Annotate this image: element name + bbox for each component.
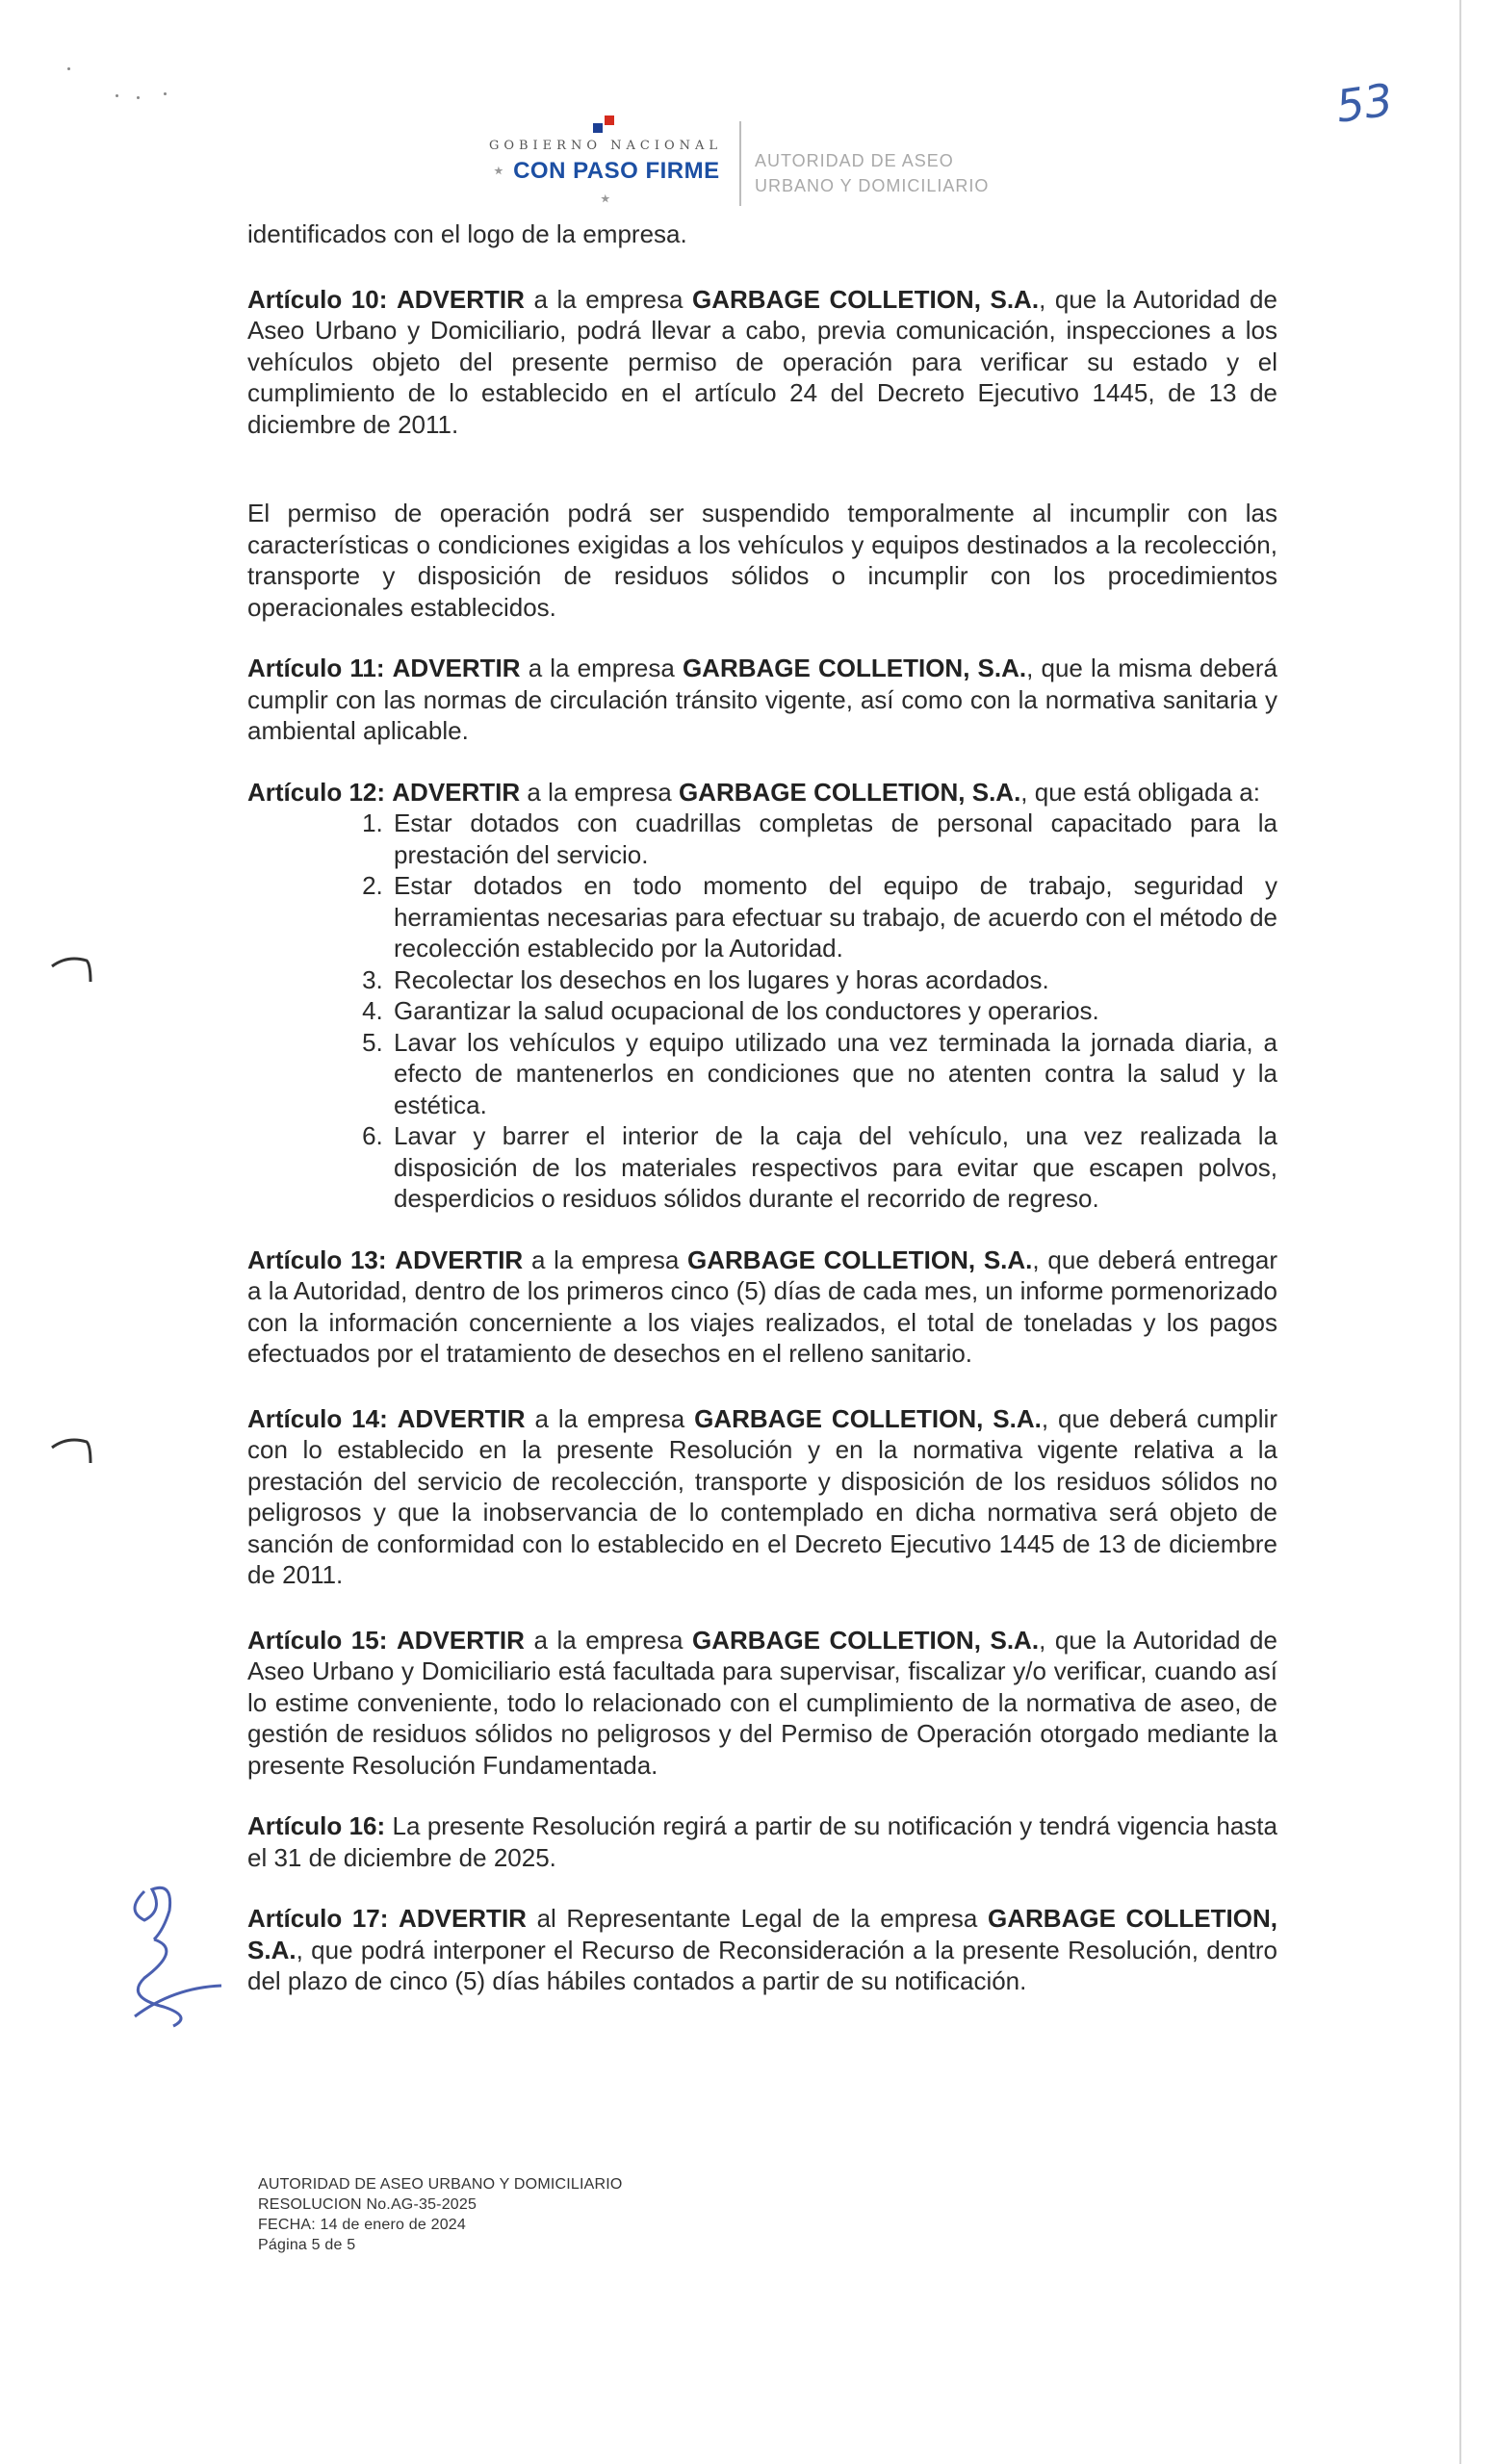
list-item: 2. Estar dotados en todo momento del equipo de trabajo, seguridad y herramientas necesarias para efectuar su trabajo, de acuerdo con el método de recolección establecido por la Autoridad. — [390, 870, 1277, 964]
list-item: 1. Estar dotados con cuadrillas completas de personal capacitado para la prestación del servicio. — [390, 808, 1277, 870]
article-10: Artículo 10: ADVERTIR a la empresa GARBAGE COLLETION, S.A., que la Autoridad de Aseo Urbano y Domiciliario, podrá llevar a cabo, previa comunicación, inspecciones a los vehículos objeto del presente permiso de operación para verificar su estado y el cumplimiento de lo establecido en el artículo 24 del Decreto Ejecutivo 1445, de 13 de diciembre de 2011. — [247, 284, 1277, 439]
government-logo — [481, 114, 730, 213]
footer-resolution: RESOLUCION No.AG-35-2025 — [258, 2196, 477, 2213]
list-item: 6. Lavar y barrer el interior de la caja del vehículo, una vez realizada la disposición de los materiales respectivos para evitar que escapen polvos, desperdicios o residuos sólidos durante el recorrido de regreso. — [390, 1120, 1277, 1215]
letterhead — [481, 114, 1020, 210]
article-12: Artículo 12: ADVERTIR a la empresa GARBAGE COLLETION, S.A., que está obligada a: — [247, 777, 1260, 807]
handwritten-page-number: 53 — [1332, 73, 1397, 133]
list-item: 5. Lavar los vehículos y equipo utilizado una vez terminada la jornada diaria, a efecto de mantenerlos en condiciones que no atenten contra la salud y la estética. — [390, 1027, 1277, 1121]
gov-line: GOBIERNO NACIONAL — [488, 139, 723, 153]
page-edge — [1459, 0, 1461, 2464]
document-body — [247, 218, 1277, 1997]
list-item: 4. Garantizar la salud ocupacional de los conductores y operarios. — [390, 995, 1277, 1027]
paragraph-suspension: El permiso de operación podrá ser suspendido temporalmente al incumplir con las características o condiciones exigidas a los vehículos y equipos destinados a la recolección, transporte y disposición de residuos sólidos o incumplir con los procedimientos operacionales establecidos. — [247, 499, 1277, 622]
handwritten-initials — [116, 1872, 250, 2036]
hole-punch-mark — [48, 953, 94, 991]
motto: ⋆ CON PASO FIRME ⋆ — [491, 158, 720, 212]
agency-name — [755, 148, 989, 198]
agency-line-1: AUTORIDAD DE ASEO — [755, 151, 954, 170]
obligations-list — [247, 808, 1277, 1215]
footer-page: Página 5 de 5 — [258, 2237, 356, 2253]
article-15: Artículo 15: ADVERTIR a la empresa GARBAGE COLLETION, S.A., que la Autoridad de Aseo Urbano y Domiciliario está facultada para supervisar, fiscalizar y/o verificar, cuando así lo estime conveniente, todo lo relacionado con el cumplimiento de la normativa de aseo, de gestión de residuos sólidos no peligrosos y del Permiso de Operación otorgado mediante la presente Resolución Fundamentada. — [247, 1625, 1277, 1780]
header-divider — [739, 121, 741, 206]
hole-punch-mark — [48, 1434, 94, 1473]
list-item: 3. Recolectar los desechos en los lugares y horas acordados. — [390, 964, 1277, 996]
article-14: Artículo 14: ADVERTIR a la empresa GARBAGE COLLETION, S.A., que deberá cumplir con lo establecido en la presente Resolución y en la normativa vigente relativa a la prestación del servicio de recolección, transporte y disposición de los residuos sólidos no peligrosos y que la inobservancia de lo contemplado en dicha normativa será objeto de sanción de conformidad con lo establecido en el Decreto Ejecutivo 1445 de 13 de diciembre de 2011. — [247, 1403, 1277, 1589]
footer-date: FECHA: 14 de enero de 2024 — [258, 2217, 467, 2233]
paragraph-intro: identificados con el logo de la empresa. — [247, 219, 687, 248]
flag-squares-icon — [591, 114, 620, 135]
footer-agency: AUTORIDAD DE ASEO URBANO Y DOMICILIARIO — [258, 2176, 623, 2193]
scan-specks — [67, 67, 183, 106]
article-17: Artículo 17: ADVERTIR al Representante Legal de la empresa GARBAGE COLLETION, S.A., que podrá interponer el Recurso de Reconsideración a la presente Resolución, dentro del plazo de cinco (5) días hábiles contados a partir de su notificación. — [247, 1904, 1277, 1995]
article-13: Artículo 13: ADVERTIR a la empresa GARBAGE COLLETION, S.A., que deberá entregar a la Autoridad, dentro de los primeros cinco (5) días de cada mes, un informe pormenorizado con la información concerniente a los viajes realizados, el total de toneladas y los pagos efectuados por el tratamiento de desechos en el relleno sanitario. — [247, 1245, 1278, 1368]
agency-line-2: URBANO Y DOMICILIARIO — [755, 176, 990, 195]
document-footer — [258, 2174, 623, 2255]
article-11: Artículo 11: ADVERTIR a la empresa GARBAGE COLLETION, S.A., que la misma deberá cumplir con las normas de circulación tránsito vigente, así como con la normativa sanitaria y ambiental aplicable. — [247, 654, 1278, 745]
article-16: Artículo 16: La presente Resolución regirá a partir de su notificación y tendrá vigencia hasta el 31 de diciembre de 2025. — [247, 1811, 1277, 1872]
